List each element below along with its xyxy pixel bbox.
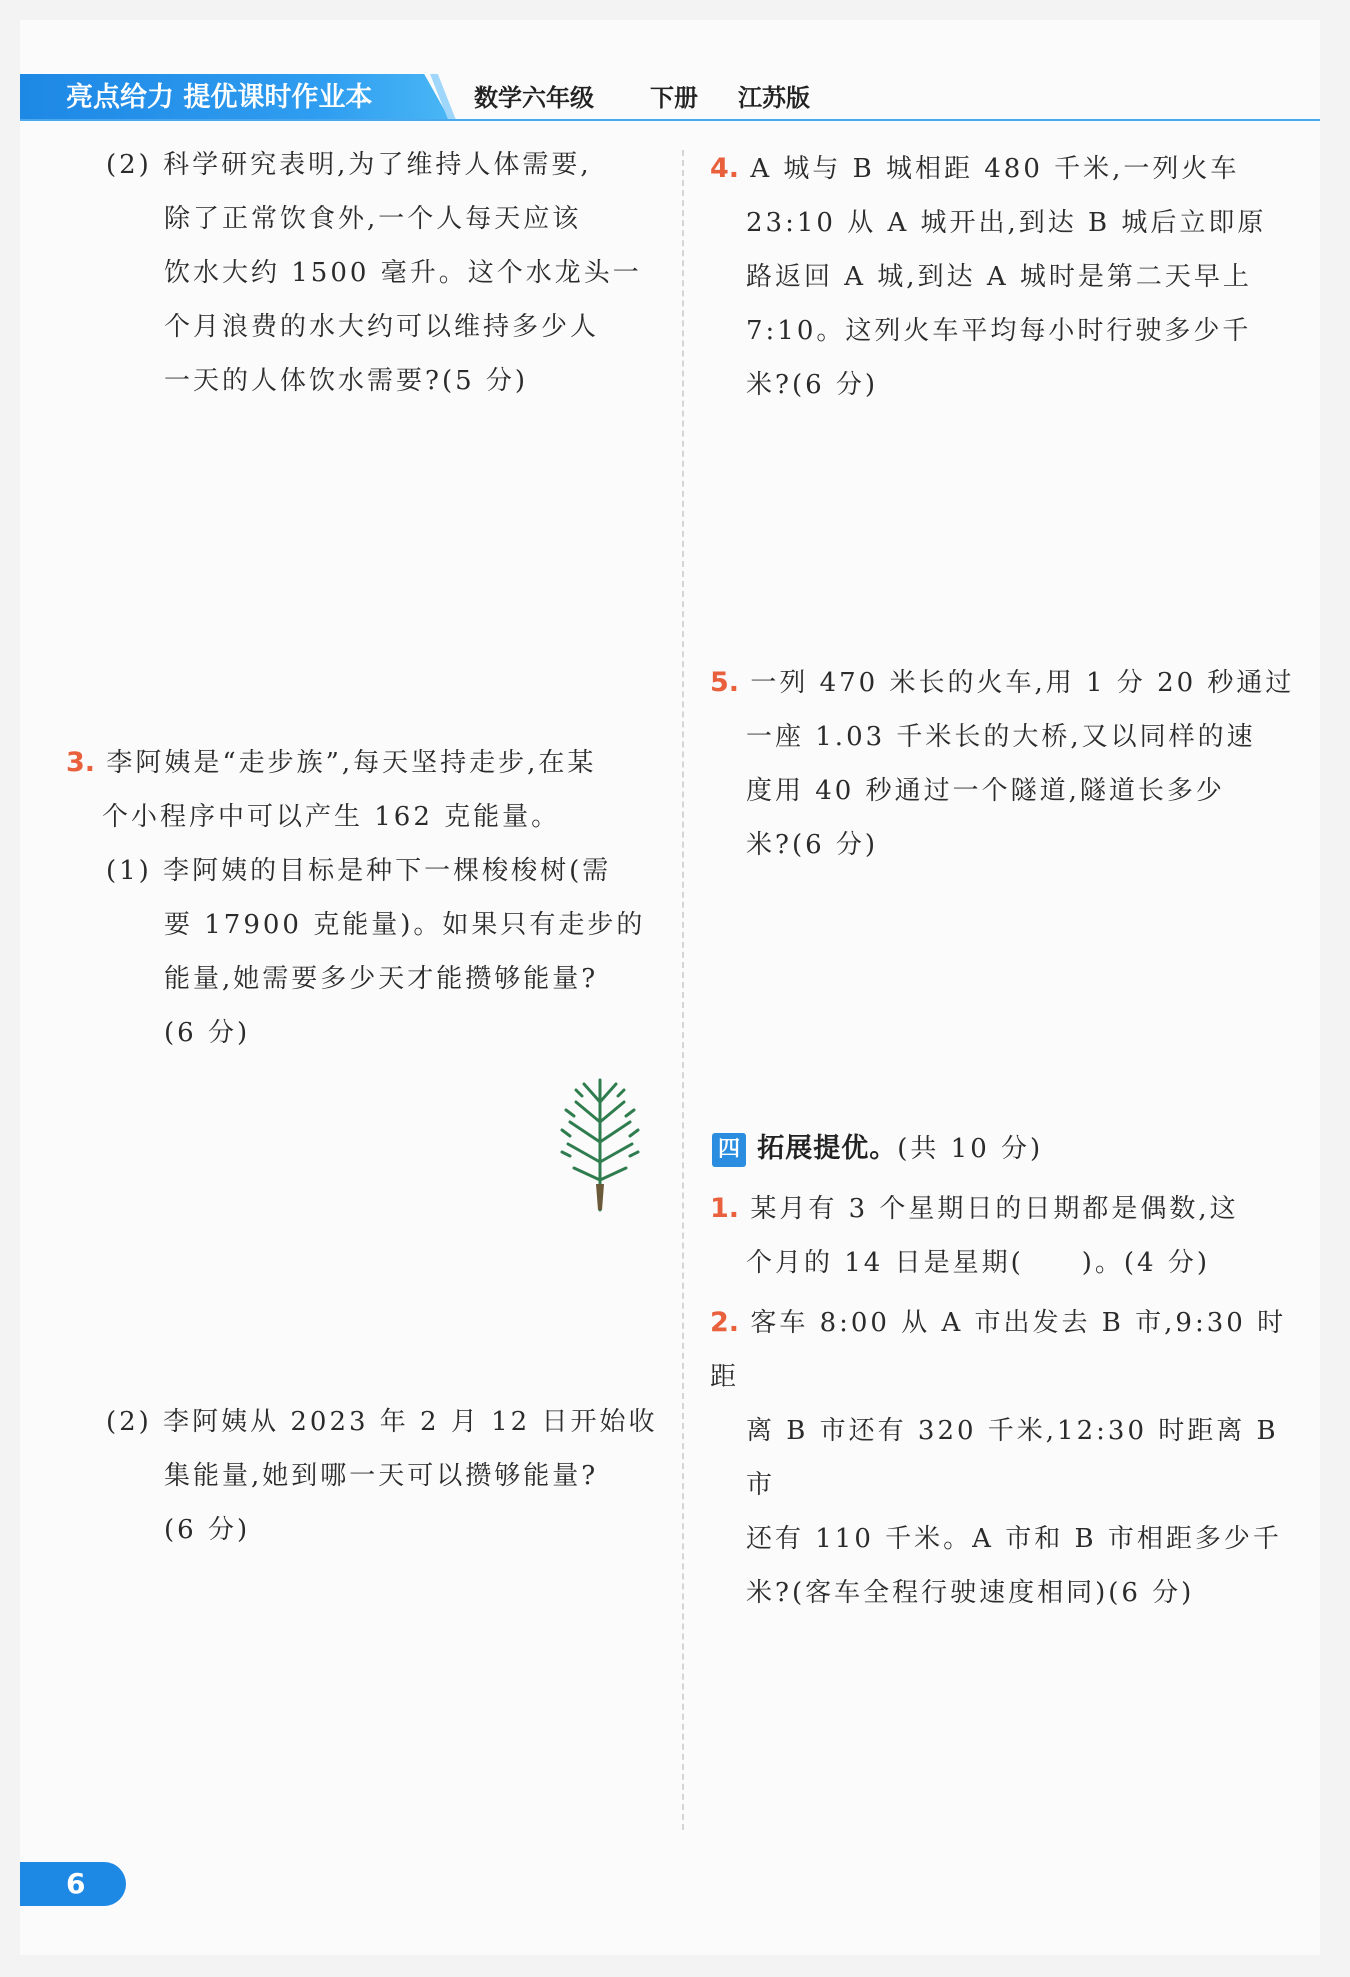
text-line: 7:10。这列火车平均每小时行驶多少千 [746,316,1252,346]
text-line: 还有 110 千米。A 市和 B 市相距多少千 [746,1524,1282,1554]
question-number: 3. [66,747,96,778]
section-title: 拓展提优。 [757,1133,898,1164]
section-4-question-2 [710,1296,1315,1620]
question-2-part-2 [106,138,666,408]
text-line: 米?(客车全程行驶速度相同)(6 分) [746,1578,1195,1608]
question-3-part-2 [106,1395,666,1557]
text-line: 要 17900 克能量)。如果只有走步的 [164,910,646,940]
text-line: 米?(6 分) [746,370,879,400]
header-volume: 下册 [650,84,698,112]
header-rule [20,119,1320,121]
section-badge: 四 [712,1133,746,1167]
text-line: 米?(6 分) [746,830,879,860]
saxaul-tree-icon [556,1072,644,1212]
text-line: A 城与 B 城相距 480 千米,一列火车 [750,154,1240,184]
text-line: 个月的 14 日是星期( )。(4 分) [746,1248,1210,1278]
text-line: 度用 40 秒通过一个隧道,隧道长多少 [746,776,1225,806]
text-line: 个小程序中可以产生 162 克能量。 [102,802,561,832]
text-line: 李阿姨是“走步族”,每天坚持走步,在某 [106,748,597,778]
section-score: (共 10 分) [897,1134,1044,1164]
question-3-part-1 [106,844,666,1060]
question-4 [710,142,1315,412]
text-line: (2) 李阿姨从 2023 年 2 月 12 日开始收 [106,1407,658,1437]
text-line: 除了正常饮食外,一个人每天应该 [164,204,582,234]
text-line: 23:10 从 A 城开出,到达 B 城后立即原 [746,208,1267,238]
text-line: 饮水大约 1500 毫升。这个水龙头一 [164,258,642,288]
text-line: 能量,她需要多少天才能攒够能量? [164,964,599,994]
text-line: (6 分) [164,1018,251,1048]
text-line: 个月浪费的水大约可以维持多少人 [164,312,600,342]
text-line: 某月有 3 个星期日的日期都是偶数,这 [750,1194,1239,1224]
text-line: 一天的人体饮水需要?(5 分) [164,366,529,396]
column-divider [682,150,684,1830]
section-4-question-1 [710,1182,1315,1290]
question-number: 1. [710,1193,740,1224]
text-line: 路返回 A 城,到达 A 城时是第二天早上 [746,262,1252,292]
text-line: (6 分) [164,1515,251,1545]
text-line: 集能量,她到哪一天可以攒够能量? [164,1461,599,1491]
text-line: (2) 科学研究表明,为了维持人体需要, [106,150,592,180]
section-4-heading [712,1122,1312,1176]
question-number: 2. [710,1307,740,1338]
question-number: 4. [710,153,740,184]
text-line: (1) 李阿姨的目标是种下一棵梭梭树(需 [106,856,612,886]
header-edition: 江苏版 [738,84,810,112]
text-line: 离 B 市还有 320 千米,12:30 时距离 B 市 [746,1416,1279,1500]
page-number: 6 [66,1867,86,1900]
header-brand: 亮点给力 提优课时作业本 [66,82,373,113]
question-number: 5. [710,667,740,698]
page-number-tab [20,1862,126,1906]
text-line: 客车 8:00 从 A 市出发去 B 市,9:30 时距 [710,1308,1287,1392]
question-3 [66,736,666,844]
text-line: 一座 1.03 千米长的大桥,又以同样的速 [746,722,1256,752]
question-5 [710,656,1315,872]
header-subject: 数学六年级 [474,84,594,112]
text-line: 一列 470 米长的火车,用 1 分 20 秒通过 [750,668,1295,698]
